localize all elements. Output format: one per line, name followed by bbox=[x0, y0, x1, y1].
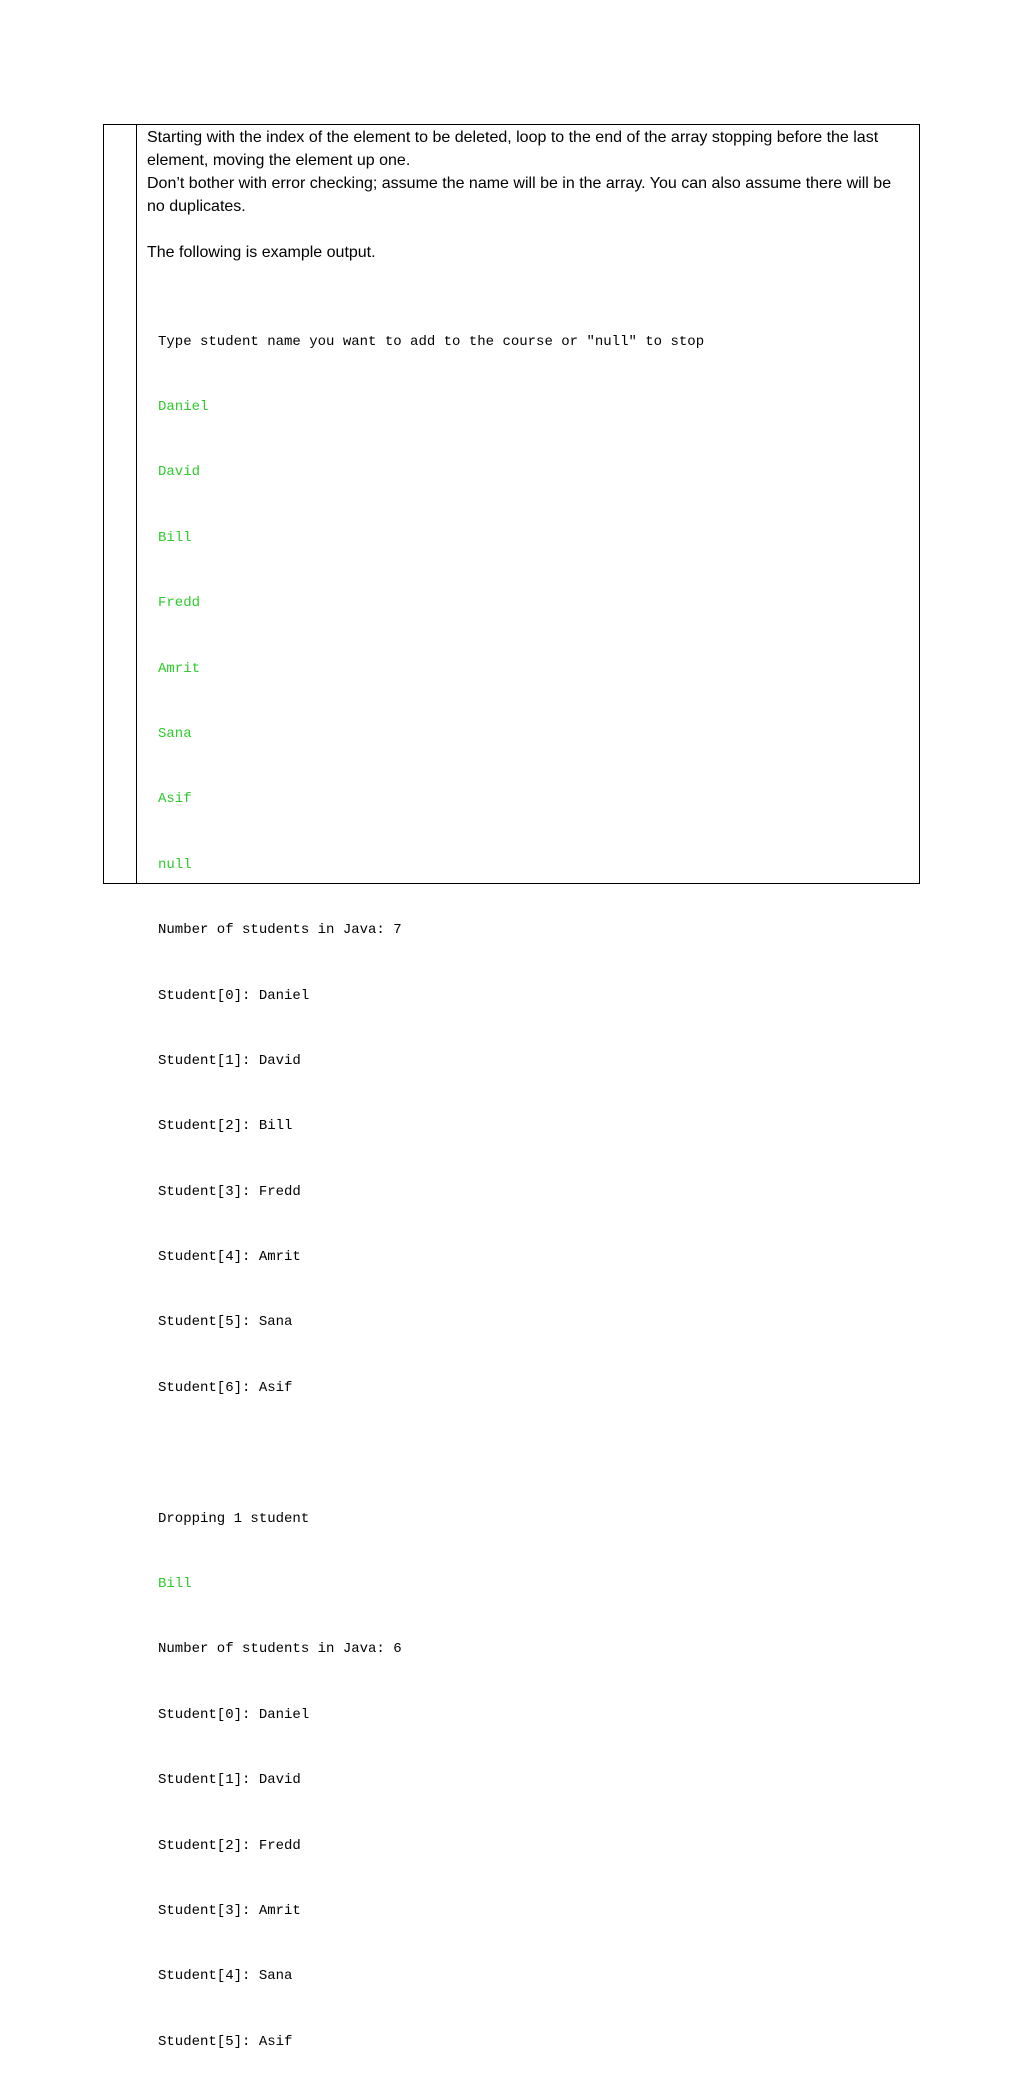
console-prompt: Type student name you want to add to the course or "null" to stop bbox=[158, 333, 705, 350]
table-content-cell bbox=[137, 125, 919, 2050]
console-student-line: Student[5]: Asif bbox=[158, 2033, 293, 2050]
instruction-paragraph-2: Don’t bother with error checking; assume the name will be in the array. You can also assume there will be no duplicates. bbox=[147, 175, 892, 215]
console-count-line: Number of students in Java: 6 bbox=[158, 1641, 402, 1658]
console-student-line: Student[0]: Daniel bbox=[158, 987, 310, 1004]
document-table bbox=[103, 124, 920, 2050]
console-student-line: Student[5]: Sana bbox=[158, 1314, 293, 1331]
console-blank-line bbox=[158, 1443, 909, 1465]
console-drop-input: Bill bbox=[158, 1576, 192, 1593]
console-student-line: Student[1]: David bbox=[158, 1772, 301, 1789]
console-input-line: Asif bbox=[158, 791, 192, 808]
console-student-line: Student[2]: Bill bbox=[158, 1118, 293, 1135]
console-student-line: Student[0]: Daniel bbox=[158, 1706, 310, 1723]
console-student-line: Student[3]: Amrit bbox=[158, 1902, 301, 1919]
console-input-line: Bill bbox=[158, 529, 192, 546]
console-student-line: Student[6]: Asif bbox=[158, 1379, 293, 1396]
console-input-line: Fredd bbox=[158, 595, 201, 612]
paragraph-spacer bbox=[147, 218, 909, 241]
console-student-line: Student[4]: Amrit bbox=[158, 1249, 301, 1266]
console-student-line: Student[3]: Fredd bbox=[158, 1183, 301, 1200]
console-student-line: Student[1]: David bbox=[158, 1052, 301, 1069]
console-input-line: Sana bbox=[158, 725, 192, 742]
console-student-line: Student[4]: Sana bbox=[158, 1968, 293, 1985]
console-input-line: Amrit bbox=[158, 660, 201, 677]
console-input-line: null bbox=[158, 856, 192, 873]
console-drop-prompt: Dropping 1 student bbox=[158, 1510, 310, 1527]
example-console-output bbox=[158, 288, 909, 2097]
console-input-line: Daniel bbox=[158, 398, 209, 415]
console-count-line: Number of students in Java: 7 bbox=[158, 922, 402, 939]
instruction-paragraph-3: The following is example output. bbox=[147, 244, 376, 261]
instruction-paragraph-1: Starting with the index of the element to be deleted, loop to the end of the array stopping before the last element, moving the element up one. bbox=[147, 129, 879, 169]
instructions-text bbox=[147, 126, 909, 264]
table-left-cell bbox=[104, 125, 137, 883]
console-student-line: Student[2]: Fredd bbox=[158, 1837, 301, 1854]
console-input-line: David bbox=[158, 464, 201, 481]
